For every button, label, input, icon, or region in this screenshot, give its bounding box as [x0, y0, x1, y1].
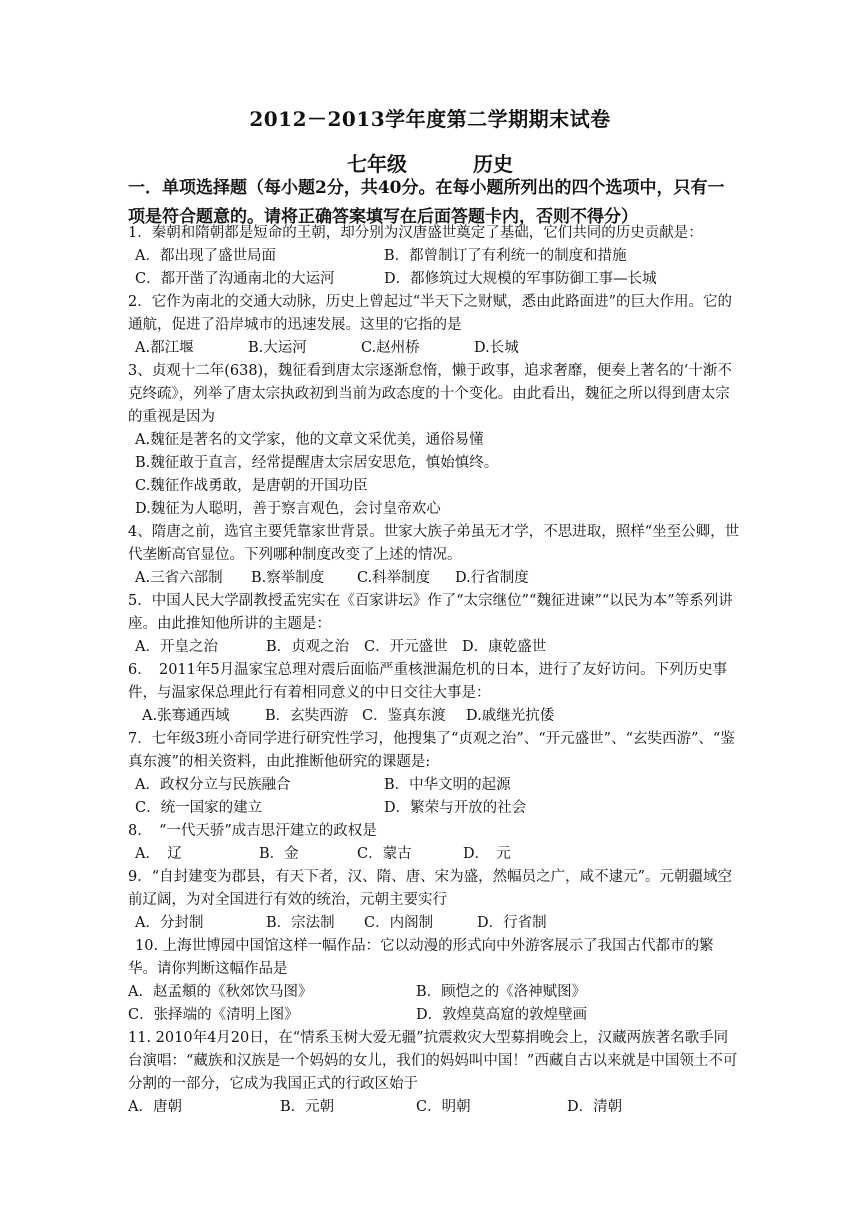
option: A．分封制: [135, 915, 204, 931]
option: D．都修筑过大规模的军事防御工事—长城: [384, 271, 657, 287]
option-row: [128, 268, 740, 291]
question-stem: 9．“自封建变为郡县，有天下者，汉、隋、唐、宋为盛，然幅员之广，咸不逮元”。元朝疆域空前辽阔，为对全国进行有效的统治，元朝主要实行: [128, 869, 733, 908]
option: A． 辽: [135, 846, 182, 862]
question-stem: 4、隋唐之前，选官主要凭靠家世背景。世家大族子弟虽无才学，不思进取，照样“坐至公卿，世代垄断高官显位。下列哪种制度改变了上述的情况。: [128, 524, 740, 563]
option: B.大运河: [248, 340, 307, 356]
option-row: [128, 567, 740, 590]
option: D．敦煌莫高窟的敦煌壁画: [416, 1007, 588, 1023]
option: D．康乾盛世: [462, 639, 547, 655]
option: C.魏征作战勇敢，是唐朝的开国功臣: [135, 478, 368, 494]
option: D． 元: [463, 846, 511, 862]
question-stem: 1．秦朝和隋朝都是短命的王朝，却分别为汉唐盛世奠定了基础，它们共同的历史贡献是：: [128, 225, 703, 241]
option: B．都曾制订了有利统一的制度和措施: [384, 248, 627, 264]
question-stem: 2．它作为南北的交通大动脉，历史上曾起过“半天下之财赋，悉由此路面进”的巨大作用。它的通航，促进了沿岸城市的迅速发展。这里的它指的是: [128, 294, 733, 333]
option: B．宗法制: [266, 915, 335, 931]
option: B．元朝: [280, 1099, 335, 1115]
option: A.魏征是著名的文学家，他的文章文采优美，通俗易懂: [135, 432, 484, 448]
question-stem: 7．七年级3班小奇同学进行研究性学习，他搜集了“贞观之治”、“开元盛世”、“玄奘西游”、“鉴真东渡”的相关资料，由此推断他研究的课题是:: [128, 731, 735, 770]
option: B.魏征敢于直言，经常提醒唐太宗居安思危，慎始慎终。: [135, 455, 499, 471]
option: B．玄奘西游: [265, 708, 349, 724]
option: D.行省制度: [455, 570, 529, 586]
option: C．都开凿了沟通南北的大运河: [135, 271, 335, 287]
option: D.戚继光抗倭: [466, 708, 555, 724]
option: D．行省制: [477, 915, 547, 931]
question-stem: 5．中国人民大学副教授孟宪实在《百家讲坛》作了“太宗继位”“魏征进谏”“以民为本”等系列讲座。由此推知他所讲的主题是：: [128, 593, 733, 632]
option-row: [128, 981, 740, 1004]
option: C．鉴真东渡: [362, 708, 446, 724]
option: D.魏征为人聪明，善于察言观色，会讨皇帝欢心: [135, 501, 441, 517]
option: C．明朝: [416, 1099, 471, 1115]
option: A．都出现了盛世局面: [135, 248, 276, 264]
option: B.察举制度: [251, 570, 325, 586]
question-stem: 3、贞观十二年(638)，魏征看到唐太宗逐渐怠惰，懒于政事，追求奢靡，便奏上著名的‘十渐不克终疏》，列举了唐太宗执政初到当前为政态度的十个变化。由此看出，魏征之所以得到唐太宗的重视是因为: [128, 363, 732, 425]
option: C．张择端的《清明上图》: [128, 1007, 299, 1023]
option: A．赵孟頫的《秋郊饮马图》: [128, 984, 313, 1000]
question-stem: 6． 2011年5月温家宝总理对震后面临严重核泄漏危机的日本，进行了友好访问。下列历史事件，与温家保总理此行有着相同意义的中日交往大事是：: [128, 662, 728, 701]
subject-label: 历史: [473, 152, 513, 176]
option: C．蒙古: [357, 846, 412, 862]
option: D．清朝: [567, 1099, 623, 1115]
option-row: [128, 1096, 740, 1119]
option-row: [128, 1004, 740, 1027]
option: C.科举制度: [357, 570, 431, 586]
option-list: [128, 429, 740, 521]
option-row: [128, 797, 740, 820]
option-row: [128, 774, 740, 797]
option: A．唐朝: [128, 1099, 182, 1115]
option: D.长城: [474, 340, 519, 356]
option: A.都江堰: [135, 340, 194, 356]
question-stem: 10. 上海世博园中国馆这样一幅作品：它以动漫的形式向中外游客展示了我国古代都市的繁华。请你判断这幅作品是: [128, 938, 714, 977]
option-row: [128, 245, 740, 268]
option: A．政权分立与民族融合: [135, 777, 291, 793]
option: C．开元盛世: [364, 639, 448, 655]
option-row: [128, 843, 740, 866]
option: B．贞观之治: [266, 639, 350, 655]
option-row: [128, 912, 740, 935]
grade-label: 七年级: [347, 152, 407, 176]
option: B．中华文明的起源: [384, 777, 511, 793]
question-list: [128, 222, 740, 1119]
option: D．繁荣与开放的社会: [384, 800, 527, 816]
option: A.三省六部制: [135, 570, 223, 586]
exam-title: 2012－2013学年度第二学期期末试卷: [249, 107, 611, 131]
option: B．金: [259, 846, 299, 862]
section-heading: 一．单项选择题（每小题2分，共40分。在每小题所列出的四个选项中，只有一项是符合题意的。请将正确答案填写在后面答题卡内，否则不得分）: [128, 178, 725, 227]
option-row: [128, 705, 740, 728]
option: B．顾恺之的《洛神赋图》: [416, 984, 587, 1000]
exam-subtitle: [0, 148, 860, 177]
option: A．开皇之治: [135, 639, 218, 655]
option-row: [128, 636, 740, 659]
question-stem: 11. 2010年4月20日，在“情系玉树大爱无疆”抗震救灾大型募捐晚会上，汉藏两族著名歌手同台演唱：“藏族和汉族是一个妈妈的女儿，我们的妈妈叫中国！”西藏自古以来就是中国领土不可分割的一部分，它成为我国正式的行政区始于: [128, 1030, 738, 1092]
option: C.赵州桥: [361, 340, 420, 356]
option: C．内阁制: [364, 915, 434, 931]
option: A.张骞通西域: [142, 708, 230, 724]
question-stem: 8． “一代天骄”成吉思汗建立的政权是: [128, 823, 377, 839]
option: C．统一国家的建立: [135, 800, 263, 816]
option-row: [128, 337, 740, 360]
